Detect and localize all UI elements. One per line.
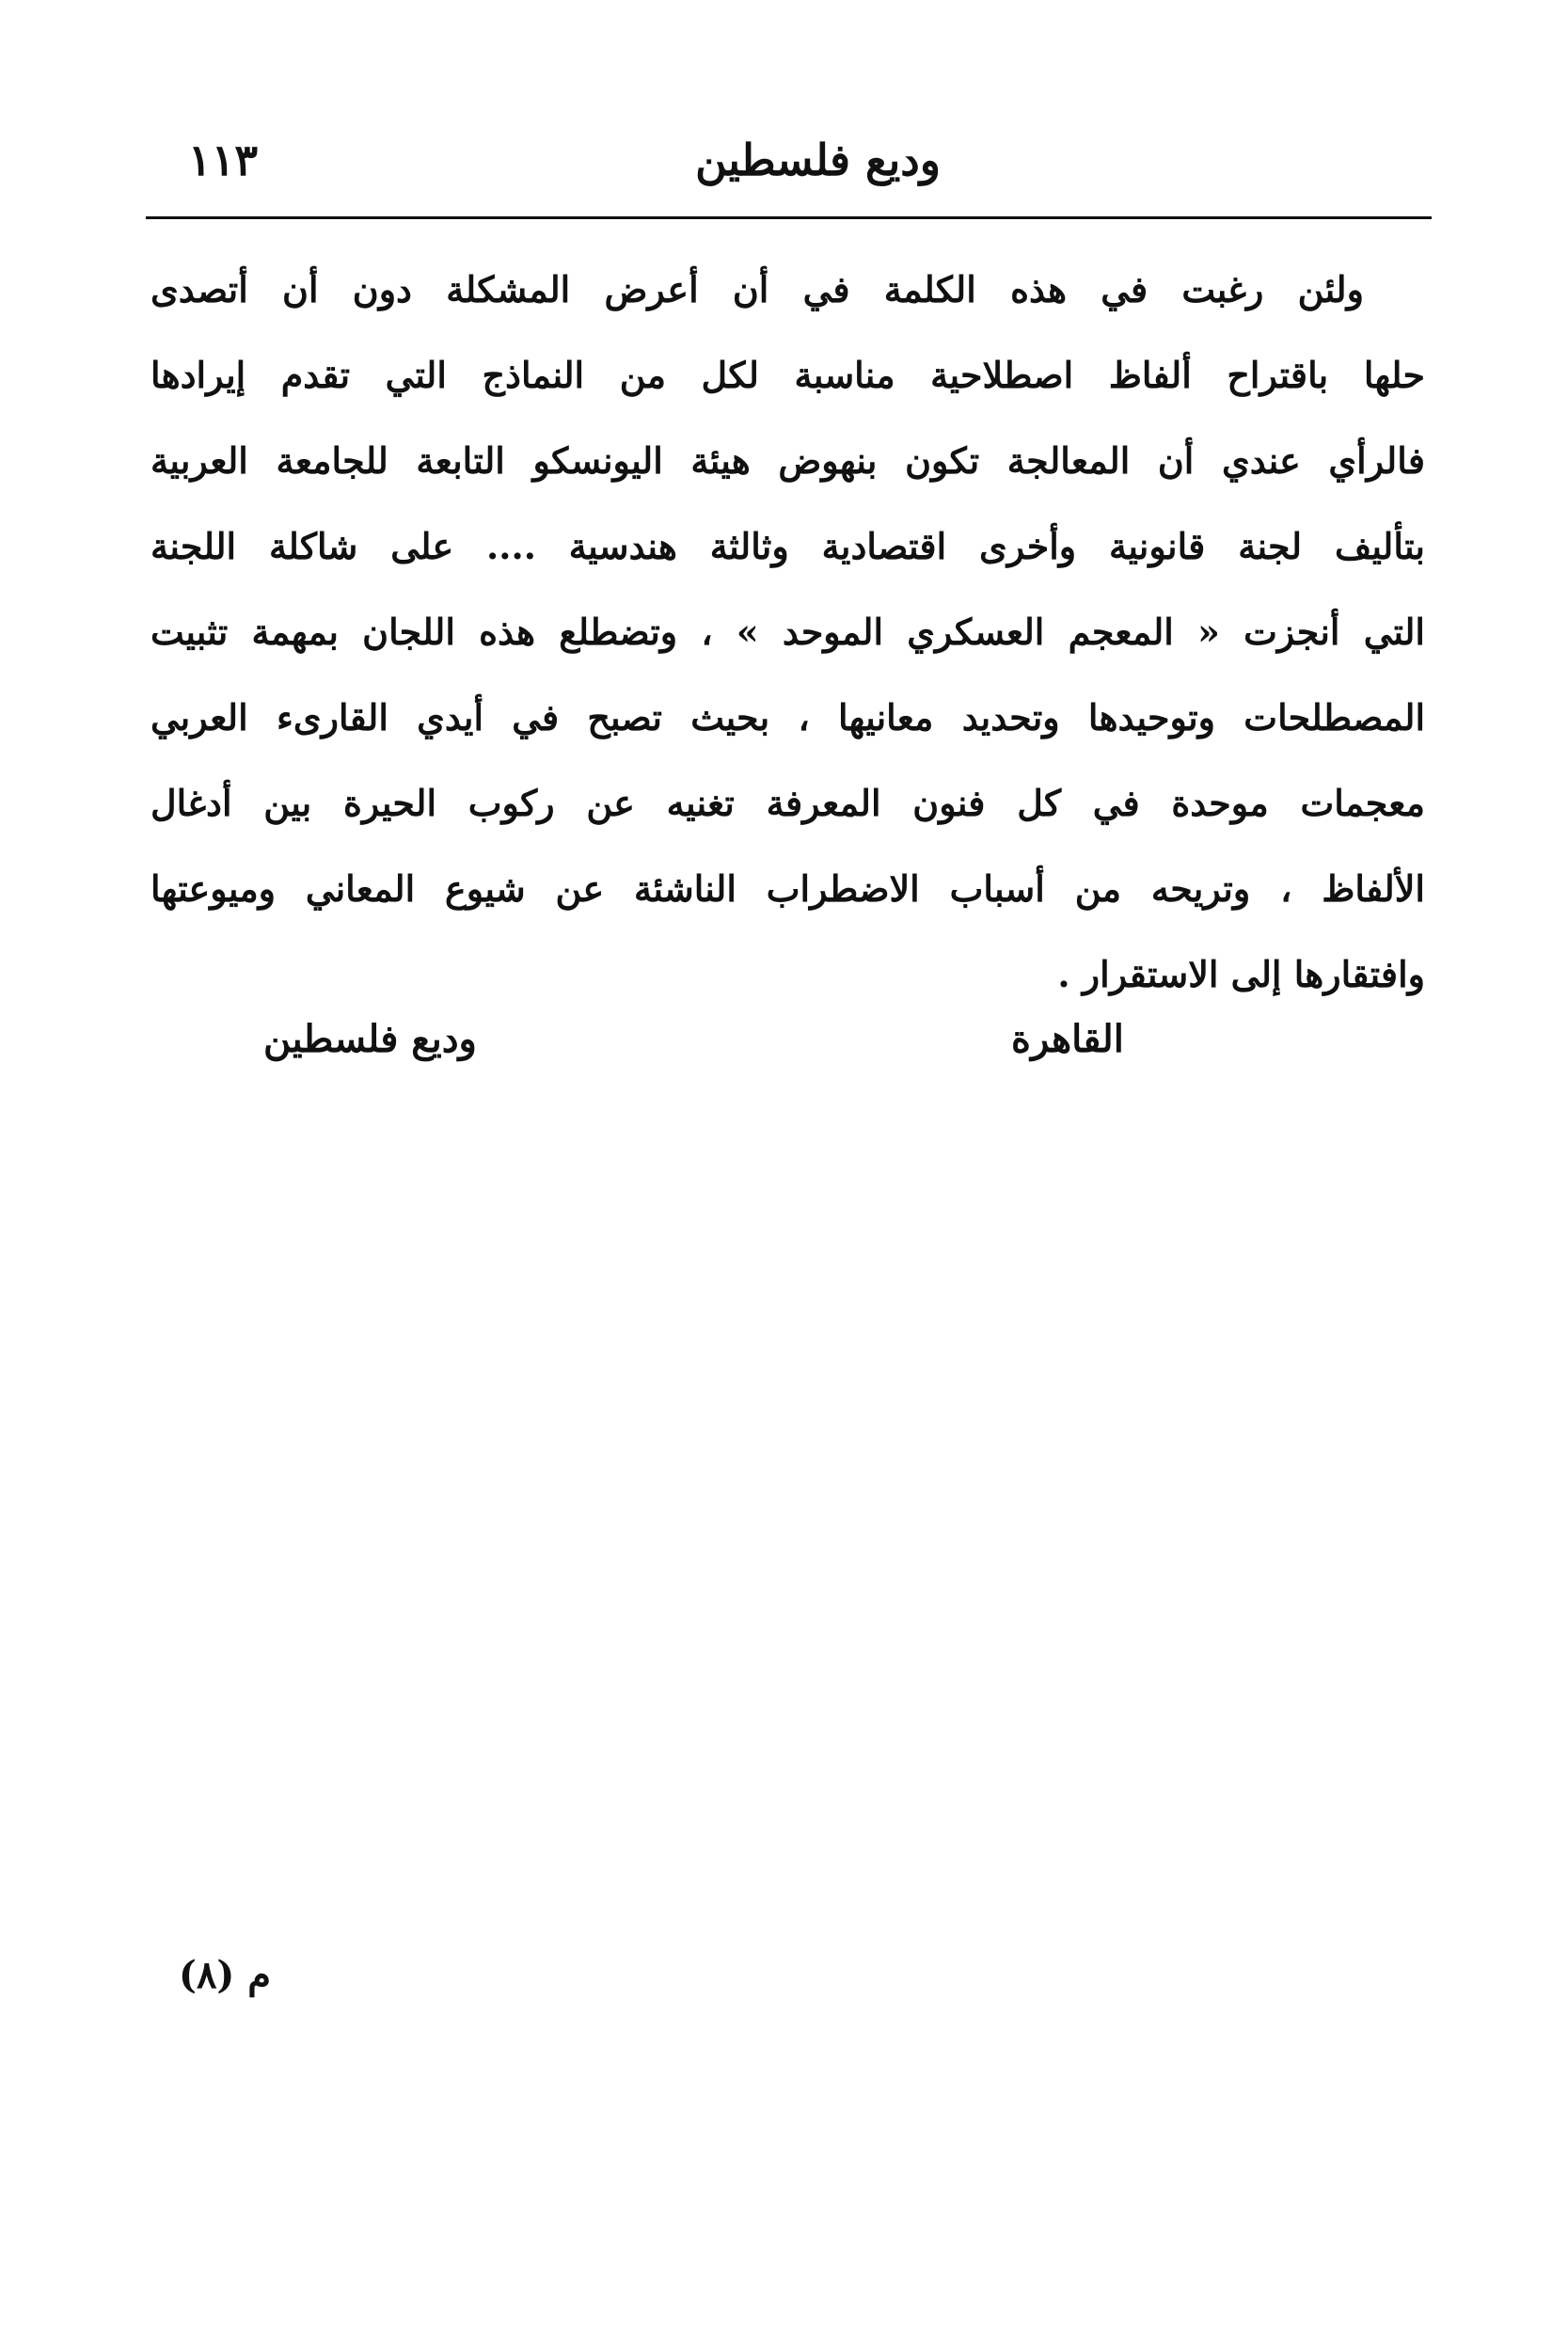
printer-signature-mark: م (٨) xyxy=(179,1953,272,1997)
text-line: ولئن رغبت في هذه الكلمة في أن أعرض المشكلة دون أن أتصدى xyxy=(150,268,1364,310)
header-rule xyxy=(146,216,1432,219)
body-paragraph xyxy=(150,246,1425,1017)
text-line: معجمات موحدة في كل فنون المعرفة تغنيه عن ركوب الحيرة بين أدغال xyxy=(150,782,1425,824)
text-line: فالرأي عندي أن المعالجة تكون بنهوض هيئة اليونسكو التابعة للجامعة العربية xyxy=(150,439,1425,482)
text-line: التي أنجزت « المعجم العسكري الموحد » ، وتضطلع هذه اللجان بمهمة تثبيت xyxy=(150,611,1425,653)
text-line: وافتقارها إلى الاستقرار . xyxy=(1057,953,1425,995)
signoff-author: وديع فلسطين xyxy=(263,1017,477,1061)
text-line: بتأليف لجنة قانونية وأخرى اقتصادية وثالثة هندسية .... على شاكلة اللجنة xyxy=(150,525,1425,567)
running-title: وديع فلسطين xyxy=(695,135,941,185)
text-line: المصطلحات وتوحيدها وتحديد معانيها ، بحيث تصبح في أيدي القارىء العربي xyxy=(150,696,1425,738)
page-number: ١١٣ xyxy=(188,135,259,185)
signoff-city: القاهرة xyxy=(1011,1017,1124,1061)
text-line: الألفاظ ، وتريحه من أسباب الاضطراب الناشئة عن شيوع المعاني وميوعتها xyxy=(150,867,1425,910)
text-line: حلها باقتراح ألفاظ اصطلاحية مناسبة لكل من النماذج التي تقدم إيرادها xyxy=(150,354,1425,396)
page-header xyxy=(150,122,1430,216)
